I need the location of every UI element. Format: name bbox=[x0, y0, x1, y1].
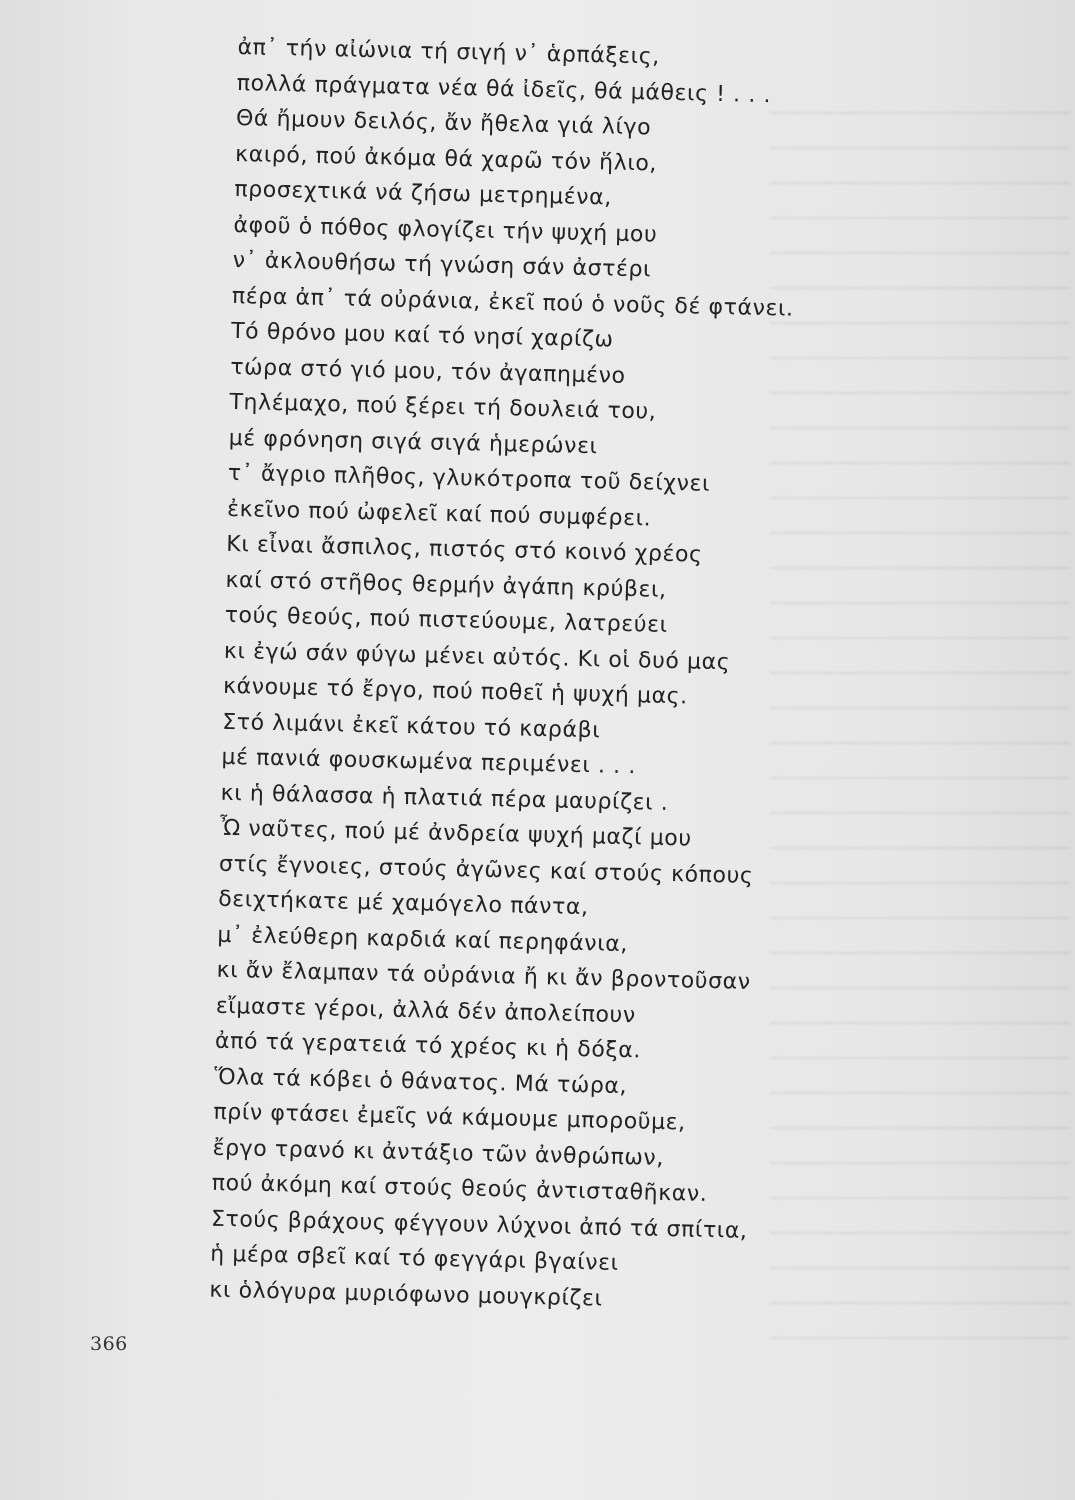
poem-line: κι ὁλόγυρα μυριόφωνο μουγκρίζει bbox=[209, 1277, 603, 1312]
poem-line: τώρα στό γιό μου, τόν ἀγαπημένο bbox=[230, 354, 626, 389]
poem-line: ἡ μέρα σβεῖ καί τό φεγγάρι βγαίνει bbox=[209, 1241, 619, 1276]
poem-line: ἐκεῖνο πού ὠφελεῖ καί πού συμφέρει. bbox=[226, 496, 652, 531]
poem-line: ἀπό τά γερατειά τό χρέος κι ἡ δόξα. bbox=[214, 1028, 642, 1064]
poem-line: καί στό στῆθος θερμήν ἀγάπη κρύβει, bbox=[225, 567, 667, 603]
poem-line: Στό λιμάνι ἐκεῖ κάτου τό καράβι bbox=[222, 709, 601, 743]
poem-line: Τό θρόνο μου καί τό νησί χαρίζω bbox=[230, 318, 614, 353]
poem-line: Ὦ ναῦτες, πού μέ ἀνδρεία ψυχή μαζί μου bbox=[219, 815, 692, 852]
poem-line: πού ἀκόμη καί στούς θεούς ἀντισταθῆκαν. bbox=[211, 1170, 708, 1207]
poem-line: κάνουμε τό ἔργο, πού ποθεῖ ἡ ψυχή μας. bbox=[222, 673, 689, 710]
poem-line: ἀπ᾽ τήν αἰώνια τή σιγή ν᾽ ἁρπάξεις, bbox=[237, 34, 661, 70]
poem-line: ν᾽ ἀκλουθήσω τή γνώση σάν ἀστέρι bbox=[232, 247, 652, 283]
poem-line: Τηλέμαχο, πού ξέρει τή δουλειά του, bbox=[229, 389, 657, 425]
poem-line: Ὅλα τά κόβει ὁ θάνατος. Μά τώρα, bbox=[213, 1064, 628, 1099]
poem-line: Στούς βράχους φέγγουν λύχνοι ἀπό τά σπίτια, bbox=[210, 1206, 748, 1244]
page-number: 366 bbox=[90, 1333, 128, 1355]
poem-line: ἀφοῦ ὁ πόθος φλογίζει τήν ψυχή μου bbox=[233, 212, 658, 248]
poem-line: δειχτήκατε μέ χαμόγελο πάντα, bbox=[217, 886, 589, 921]
poem-text bbox=[209, 30, 878, 1322]
poem-line: τούς θεούς, πού πιστεύουμε, λατρεύει bbox=[224, 602, 668, 638]
poem-line: μέ φρόνηση σιγά σιγά ἡμερώνει bbox=[228, 425, 598, 459]
poem-line: ἔργο τρανό κι ἀντάξιο τῶν ἀνθρώπων, bbox=[212, 1135, 665, 1171]
poem-line: κι ἐγώ σάν φύγω μένει αὐτός. Κι οἱ δυό μας bbox=[223, 638, 731, 675]
poem-line: Κι εἶναι ἄσπιλος, πιστός στό κοινό χρέος bbox=[226, 531, 703, 568]
poem-line: μ᾽ ἐλεύθερη καρδιά καί περηφάνια, bbox=[217, 922, 629, 957]
poem-line: τ᾽ ἄγριο πλῆθος, γλυκότροπα τοῦ δείχνει bbox=[227, 460, 711, 497]
poem-line: Θά ἤμουν δειλός, ἄν ἤθελα γιά λίγο bbox=[235, 105, 652, 141]
poem-line: πρίν φτάσει ἐμεῖς νά κάμουμε μποροῦμε, bbox=[213, 1099, 687, 1136]
poem-line: μέ πανιά φουσκωμένα περιμένει . . . bbox=[221, 744, 637, 780]
poem-line: στίς ἔγνοιες, στούς ἀγῶνες καί στούς κόπους bbox=[218, 851, 754, 889]
poem-line: κι ἄν ἔλαμπαν τά οὐράνια ἤ κι ἄν βροντοῦσαν bbox=[216, 957, 751, 995]
poem-line: προσεχτικά νά ζήσω μετρημένα, bbox=[234, 176, 613, 211]
poem-line: κι ἡ θάλασσα ἡ πλατιά πέρα μαυρίζει . bbox=[220, 780, 669, 816]
poem-line: πέρα ἀπ᾽ τά οὐράνια, ἐκεῖ πού ὁ νοῦς δέ φτάνει. bbox=[231, 283, 794, 322]
poem-line: εἴμαστε γέροι, ἀλλά δέν ἀπολείπουν bbox=[215, 993, 637, 1028]
poem-line: καιρό, πού ἀκόμα θά χαρῶ τόν ἥλιο, bbox=[234, 141, 658, 177]
poem-line: πολλά πράγματα νέα θά ἰδεῖς, θά μάθεις ! . . . bbox=[236, 70, 772, 108]
